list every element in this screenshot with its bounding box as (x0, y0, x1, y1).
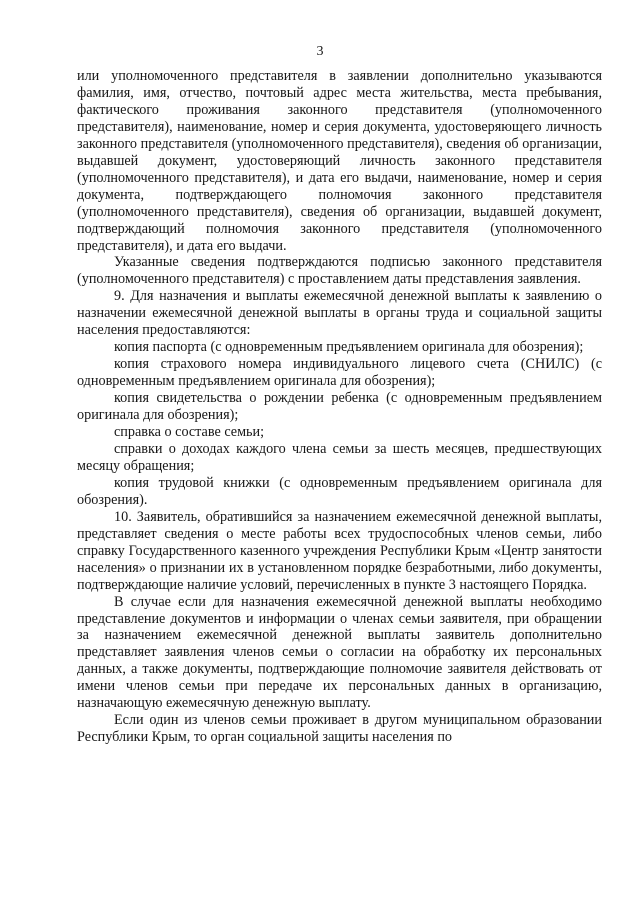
list-item-work-book: копия трудовой книжки (с одновременным предъявлением оригинала для обозрения). (77, 474, 602, 508)
page-number: 3 (316, 44, 324, 59)
list-item-income-certificates: справки о доходах каждого члена семьи за шесть месяцев, предшествующих месяцу обращения; (77, 440, 602, 474)
list-item-family-certificate: справка о составе семьи; (114, 424, 265, 441)
paragraph-item-10: 10. Заявитель, обратившийся за назначением ежемесячной денежной выплаты, представляет сведения о месте работы всех трудоспособных членов семьи, либо справку Государственного казенного учреждения Республики Крым «Центр занятости населения» о признании их в установленном порядке безработными, либо документы, подтверждающие наличие условий, перечисленных в пункте 3 настоящего Порядка. (77, 508, 602, 593)
list-item-snils: копия страхового номера индивидуального лицевого счета (СНИЛС) (с одновременным предъявлением оригинала для обозрения); (77, 356, 602, 390)
paragraph-applicant-details: или уполномоченного представителя в заявлении дополнительно указываются фамилия, имя, отчество, почтовый адрес места жительства, места пребывания, фактического проживания законного представителя (уполномоченного представителя), наименование, номер и серия документа, удостоверяющего личность законного представителя (уполномоченного представителя), сведения об организации, выдавшей документ, удостоверяющий личность законного представителя (уполномоченного представителя), и дата его выдачи, наименование, номер и серия документа, подтверждающего полномочия законного представителя (уполномоченного представителя), сведения об организации, выдавшей документ, подтверждающий полномочия законного представителя (уполномоченного представителя), и дата его выдачи. (77, 68, 602, 254)
document-body (77, 68, 602, 746)
paragraph-other-municipality: Если один из членов семьи проживает в другом муниципальном образовании Республики Крым, то орган социальной защиты населения по (77, 712, 602, 746)
paragraph-signature-confirmation: Указанные сведения подтверждаются подписью законного представителя (уполномоченного представителя) с проставлением даты представления заявления. (77, 254, 602, 288)
paragraph-family-consent: В случае если для назначения ежемесячной денежной выплаты необходимо представление документов и информации о членах семьи заявителя, при обращении за назначением ежемесячной денежной выплаты заявитель дополнительно представляет заявления членов семьи о согласии на обработку их персональных данных, а также документы, подтверждающие полномочие заявителя действовать от имени членов семьи при передаче их персональных данных в организацию, назначающую ежемесячную денежную выплату. (77, 593, 602, 712)
list-item-birth-certificate: копия свидетельства о рождении ребенка (с одновременным предъявлением оригинала для обозрения); (77, 390, 602, 424)
list-item-passport: копия паспорта (с одновременным предъявлением оригинала для обозрения); (114, 339, 584, 356)
paragraph-item-9-intro: 9. Для назначения и выплаты ежемесячной денежной выплаты к заявлению о назначении ежемесячной денежной выплаты в органы труда и социальной защиты населения предоставляются: (77, 288, 602, 339)
